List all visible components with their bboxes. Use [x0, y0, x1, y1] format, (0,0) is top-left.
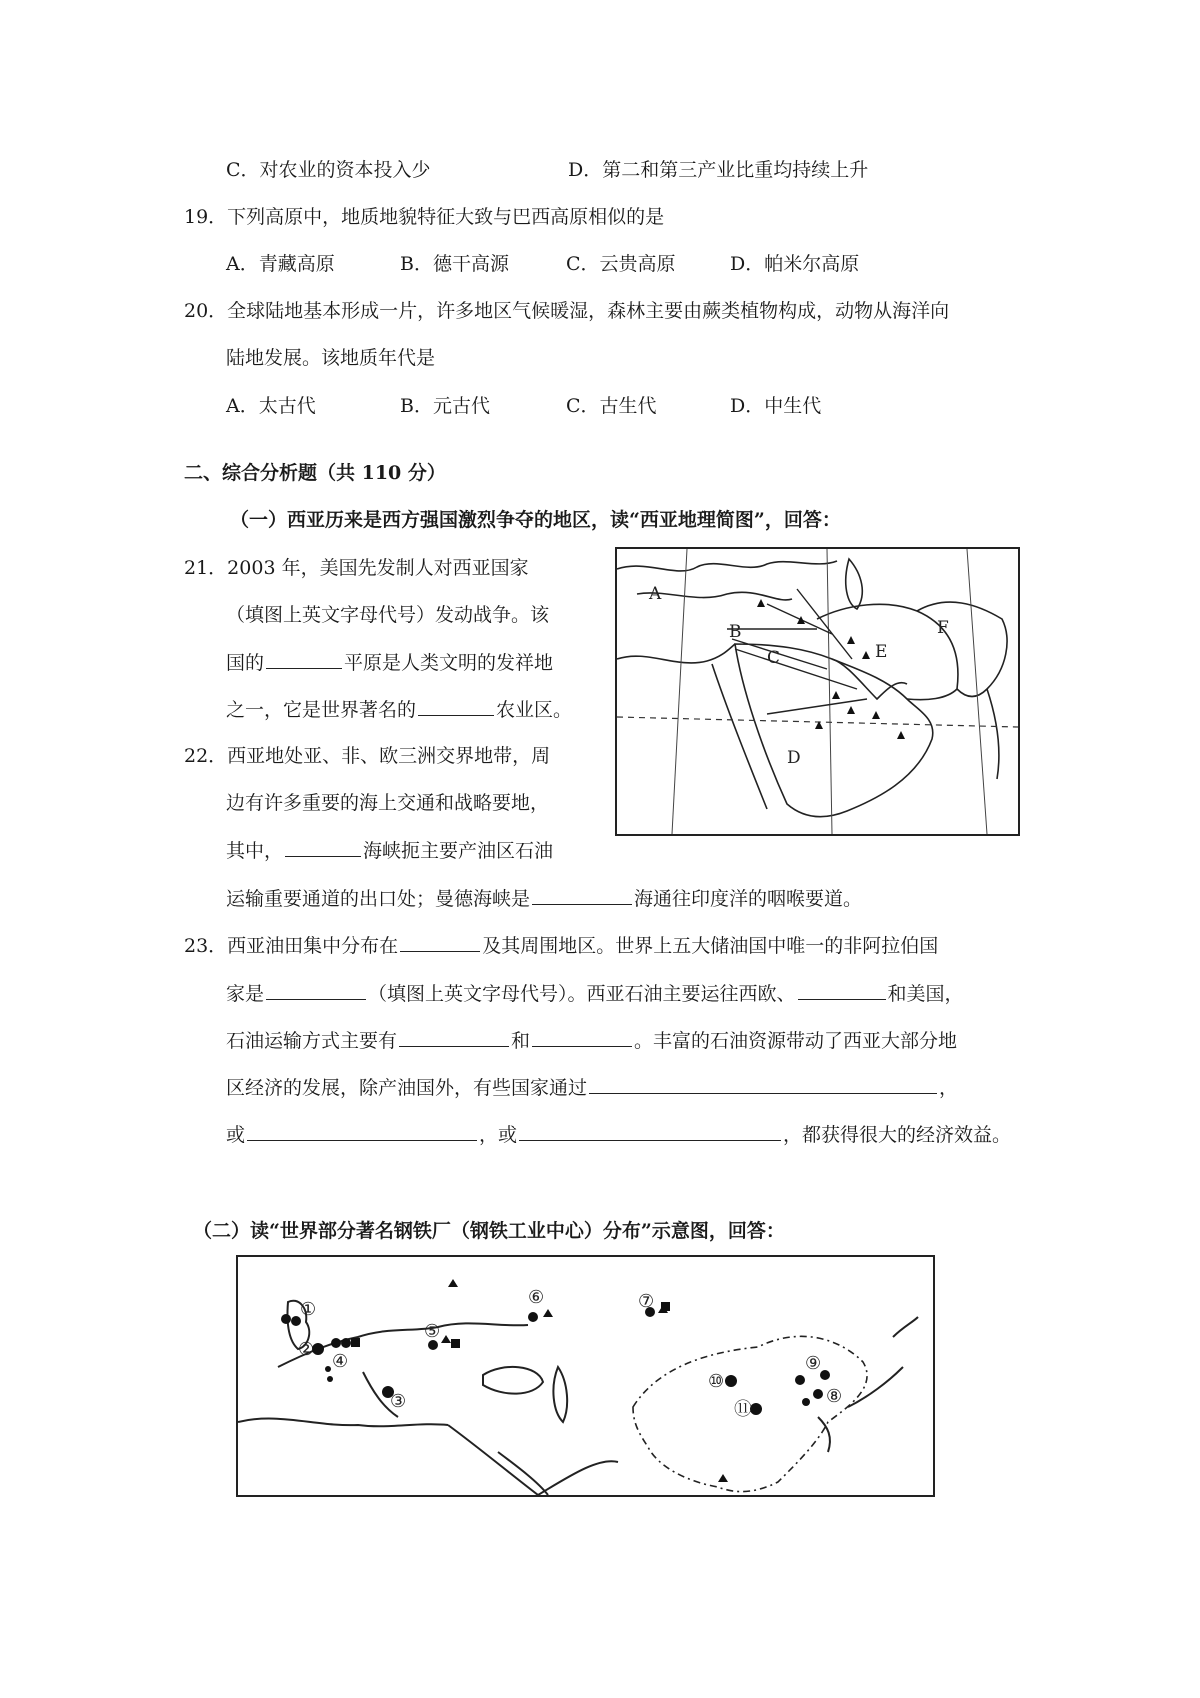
- q20-option-b: B．元古代: [400, 395, 490, 417]
- west-asia-map: [615, 547, 1020, 836]
- steel-centers-map-drawing: [238, 1257, 933, 1495]
- q23-blank-gulf[interactable]: [400, 931, 480, 952]
- q23-line2: 家是 （填图上英文字母代号）。西亚石油主要运往西欧、 和美国，: [226, 979, 964, 1008]
- section2-title: 二、综合分析题（共 110 分）: [184, 462, 446, 484]
- q22-line4: 运输重要通道的出口处；曼德海峡是 海通往印度洋的咽喉要道。: [226, 884, 862, 913]
- q22-line1: 22．西亚地处亚、非、欧三洲交界地带，周: [184, 745, 551, 767]
- steel-centers-map: [236, 1255, 935, 1497]
- q22-line2: 边有许多重要的海上交通和战略要地，: [226, 792, 550, 814]
- steel-label-8: ⑧: [826, 1386, 843, 1407]
- q20-option-d: D．中生代: [730, 395, 822, 417]
- q20-stem-line1: 20．全球陆地基本形成一片，许多地区气候暖湿，森林主要由蕨类植物构成，动物从海洋向: [184, 300, 950, 322]
- map-label-d: D: [787, 748, 801, 768]
- q21-line3: 国的 平原是人类文明的发祥地: [226, 648, 553, 677]
- map-label-e: E: [875, 642, 888, 662]
- west-asia-map-drawing: [617, 549, 1018, 834]
- q23-line1: 23．西亚油田集中分布在 及其周围地区。世界上五大储油国中唯一的非阿拉伯国: [184, 931, 938, 960]
- steel-label-6: ⑥: [528, 1287, 545, 1308]
- q22-blank-strait[interactable]: [285, 836, 361, 857]
- q19-option-a: A．青藏高原: [226, 253, 335, 275]
- q19-option-b: B．德干高源: [400, 253, 509, 275]
- q19-option-d: D．帕米尔高原: [730, 253, 860, 275]
- steel-label-2: ②: [298, 1339, 315, 1360]
- q23-blank-method2[interactable]: [247, 1120, 477, 1141]
- q21-line1: 21．2003 年，美国先发制人对西亚国家: [184, 557, 529, 579]
- q23-blank-transport1[interactable]: [399, 1026, 509, 1047]
- steel-label-9: ⑨: [805, 1353, 822, 1374]
- q18-option-d: D．第二和第三产业比重均持续上升: [568, 159, 869, 181]
- map-label-b: B: [729, 622, 742, 642]
- map-label-a: A: [649, 584, 662, 604]
- q23-blank-method1[interactable]: [589, 1073, 937, 1094]
- q21-line4: 之一，它是世界著名的 农业区。: [226, 695, 572, 724]
- q23-line5: 或 ，或 ，都获得很大的经济效益。: [226, 1120, 1011, 1149]
- map-label-c: C: [767, 648, 781, 668]
- steel-label-5: ⑤: [424, 1321, 441, 1342]
- q21-line2: （填图上英文字母代号）发动战争。该: [226, 604, 550, 626]
- q23-blank-transport2[interactable]: [532, 1026, 632, 1047]
- part2-title: （二）读“世界部分著名钢铁厂（钢铁工业中心）分布”示意图，回答：: [193, 1220, 785, 1242]
- q23-line4: 区经济的发展，除产油国外，有些国家通过 ，: [226, 1073, 958, 1102]
- map-label-f: F: [937, 618, 949, 638]
- steel-label-1: ①: [300, 1299, 317, 1320]
- steel-label-4: ④: [332, 1351, 349, 1372]
- q20-option-a: A．太古代: [226, 395, 316, 417]
- q20-stem-line2: 陆地发展。该地质年代是: [226, 347, 436, 369]
- part1-title: （一）西亚历来是西方强国激烈争夺的地区，读“西亚地理简图”，回答：: [230, 509, 841, 531]
- steel-label-3: ③: [390, 1391, 407, 1412]
- steel-label-10: ⑩: [708, 1371, 725, 1392]
- q19-stem: 19．下列高原中，地质地貌特征大致与巴西高原相似的是: [184, 206, 665, 228]
- q22-blank-sea[interactable]: [532, 884, 632, 905]
- steel-label-7: ⑦: [638, 1291, 655, 1312]
- q20-option-c: C．古生代: [566, 395, 657, 417]
- q18-option-c: C．对农业的资本投入少: [226, 159, 431, 181]
- q23-blank-country[interactable]: [266, 979, 366, 1000]
- q22-line3: 其中， 海峡扼主要产油区石油: [226, 836, 553, 865]
- q21-blank-plain[interactable]: [266, 648, 342, 669]
- q23-line3: 石油运输方式主要有 和 。丰富的石油资源带动了西亚大部分地: [226, 1026, 957, 1055]
- q23-blank-destination[interactable]: [798, 979, 886, 1000]
- q23-blank-method3[interactable]: [519, 1120, 781, 1141]
- q19-option-c: C．云贵高原: [566, 253, 676, 275]
- steel-label-11: ⑪: [734, 1399, 752, 1420]
- q21-blank-agri[interactable]: [418, 695, 494, 716]
